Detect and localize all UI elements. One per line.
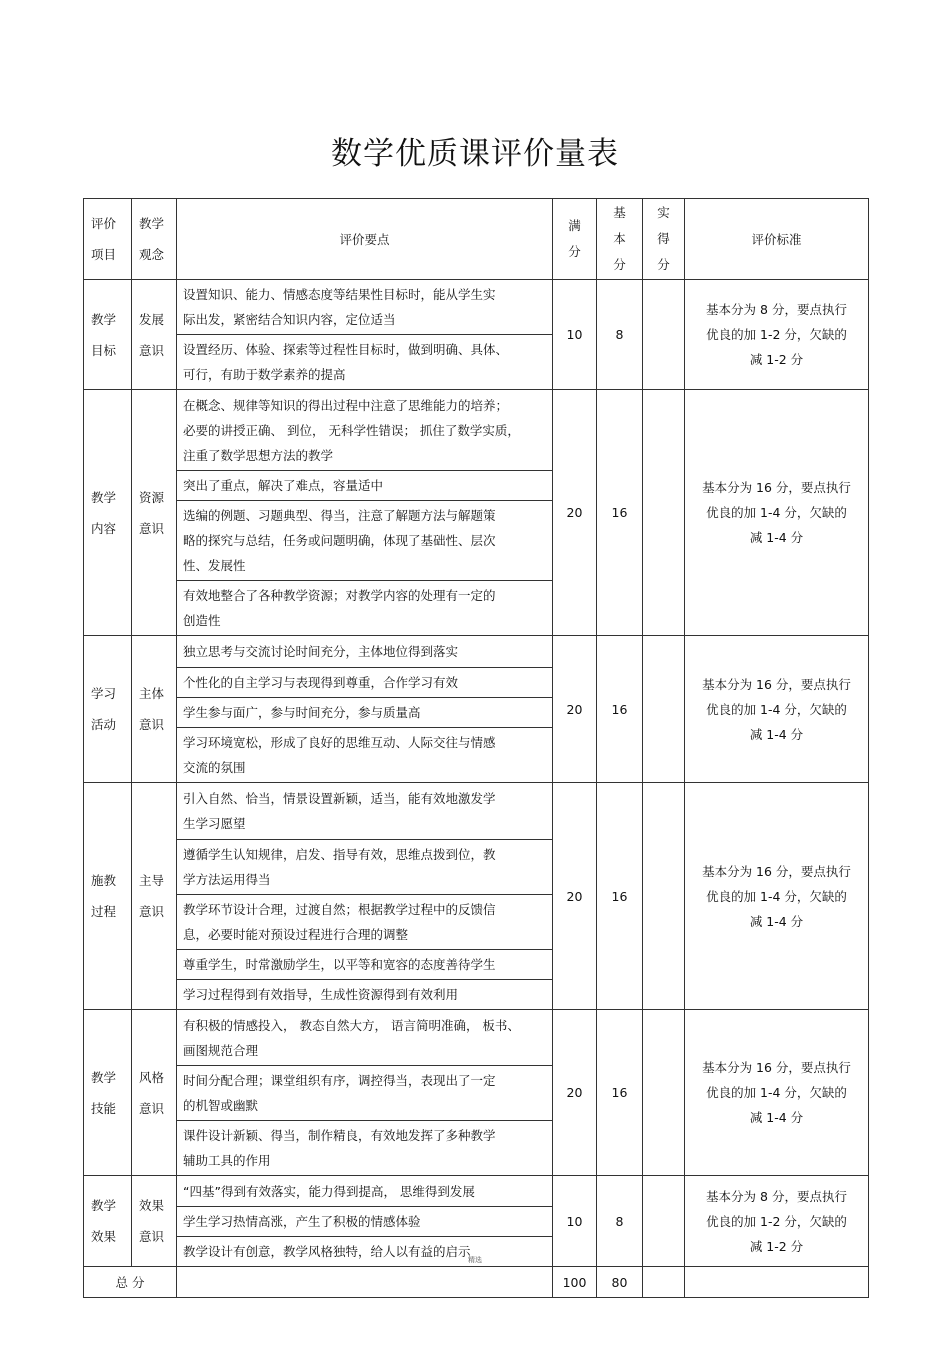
header-actual-score: [643, 199, 685, 280]
point-line: 交流的氛围: [183, 760, 246, 775]
eval-item-line2: 技能: [91, 1100, 117, 1116]
standard-line: 优良的加 1-4 分，欠缺的: [706, 505, 847, 520]
eval-item-line1: 施教: [91, 873, 117, 888]
header-concept-line2: 观念: [139, 247, 165, 262]
point-line: 创造性: [183, 613, 221, 628]
total-points-cell: [177, 1267, 553, 1298]
standard-cell: [685, 1010, 869, 1176]
eval-item-cell: [84, 1176, 132, 1267]
standard-line: 基本分为 8 分，要点执行: [706, 302, 847, 317]
point-cell: [177, 636, 553, 668]
concept-line1: 主体: [139, 686, 165, 701]
evaluation-table: [83, 198, 869, 1298]
actual-score-cell: [643, 783, 685, 1010]
concept-cell: [132, 783, 177, 1010]
point-line: 尊重学生，时常激励学生，以平等和宽容的态度善待学生: [183, 957, 496, 972]
point-line: 在概念、规律等知识的得出过程中注意了思维能力的培养；: [183, 397, 509, 413]
point-cell: [177, 1010, 553, 1066]
concept-cell: [132, 1176, 177, 1267]
point-line: 引入自然、恰当，情景设置新颖，适当，能有效地激发学: [183, 791, 496, 806]
standard-line: 基本分为 8 分，要点执行: [706, 1188, 847, 1204]
standard-line: 基本分为 16 分，要点执行: [702, 1060, 851, 1075]
point-cell: [177, 280, 553, 335]
point-cell: [177, 1121, 553, 1176]
concept-line2: 意识: [139, 717, 165, 732]
eval-item-cell: [84, 636, 132, 783]
header-base-score: [597, 199, 643, 280]
point-line: 略的探究与总结，任务或问题明确，体现了基础性、层次: [183, 533, 496, 548]
point-line: 个性化的自主学习与表现得到尊重，合作学习有效: [183, 675, 459, 690]
standard-cell: [685, 280, 869, 390]
header-item-line2: 项目: [91, 247, 117, 262]
header-actual-line3: 分: [657, 257, 670, 272]
point-line: 辅助工具的作用: [183, 1153, 271, 1168]
standard-line: 基本分为 16 分，要点执行: [702, 863, 851, 879]
point-cell: [177, 950, 553, 980]
standard-line: 减 1-4 分: [749, 1110, 804, 1125]
total-full-score: 100: [553, 1267, 597, 1298]
point-line: 独立思考与交流讨论时间充分，主体地位得到落实: [183, 644, 459, 659]
eval-item-line1: 教学: [91, 489, 117, 505]
concept-line2: 意识: [139, 342, 165, 358]
header-full-score: [553, 199, 597, 280]
eval-item-cell: [84, 390, 132, 636]
point-line: 的机智或幽默: [183, 1098, 259, 1113]
point-cell: [177, 335, 553, 390]
point-line: 可行，有助于数学素养的提高: [183, 367, 346, 382]
eval-item-line2: 过程: [91, 904, 117, 919]
point-line: 画图规范合理: [183, 1042, 259, 1058]
concept-line2: 意识: [139, 520, 165, 536]
header-item-line1: 评价: [91, 216, 117, 231]
standard-line: 优良的加 1-4 分，欠缺的: [706, 1085, 847, 1100]
eval-item-line1: 教学: [91, 1069, 117, 1085]
point-line: 课件设计新颖、得当，制作精良，有效地发挥了多种教学: [183, 1128, 496, 1143]
point-cell: [177, 783, 553, 840]
table-body: [84, 199, 869, 1298]
header-points: 评价要点: [177, 199, 553, 280]
standard-line: 减 1-4 分: [749, 726, 804, 742]
standard-line: 基本分为 16 分，要点执行: [702, 480, 851, 495]
standard-cell: [685, 783, 869, 1010]
concept-line1: 风格: [139, 1069, 165, 1085]
point-cell: [177, 581, 553, 636]
total-standard-cell: [685, 1267, 869, 1298]
point-line: 学习环境宽松，形成了良好的思维互动、人际交往与情感: [183, 735, 496, 750]
table-row: [84, 390, 869, 471]
eval-item-line2: 目标: [91, 342, 117, 358]
header-standard: 评价标准: [685, 199, 869, 280]
point-cell: [177, 840, 553, 895]
point-line: 教学环节设计合理，过渡自然；根据教学过程中的反馈信: [183, 902, 496, 917]
eval-item-cell: [84, 783, 132, 1010]
actual-score-cell: [643, 390, 685, 636]
concept-line1: 主导: [139, 873, 165, 888]
point-line: 生学习愿望: [183, 816, 246, 831]
point-line: 性、发展性: [183, 558, 246, 573]
point-line: 设置经历、体验、探索等过程性目标时，做到明确、具体、: [183, 342, 509, 357]
table-row: [84, 1010, 869, 1066]
full-score-cell: 10: [553, 280, 597, 390]
point-line: 设置知识、能力、情感态度等结果性目标时，能从学生实: [183, 287, 496, 302]
standard-line: 减 1-4 分: [749, 913, 804, 929]
actual-score-cell: [643, 1176, 685, 1267]
table-row: [84, 636, 869, 668]
table-row: [84, 1176, 869, 1207]
page-title: 数学优质课评价量表: [331, 136, 619, 172]
point-line: 学方法运用得当: [183, 872, 271, 887]
standard-line: 减 1-4 分: [749, 530, 804, 545]
point-cell: [177, 1066, 553, 1121]
point-line: 息，必要时能对预设过程进行合理的调整: [183, 927, 409, 942]
actual-score-cell: [643, 1010, 685, 1176]
standard-line: 优良的加 1-2 分，欠缺的: [706, 327, 847, 342]
actual-score-cell: [643, 280, 685, 390]
full-score-cell: 20: [553, 783, 597, 1010]
concept-cell: [132, 280, 177, 390]
footer-mark: 精选: [468, 1256, 482, 1264]
eval-item-line1: 学习: [91, 686, 117, 701]
standard-line: 优良的加 1-4 分，欠缺的: [706, 888, 847, 904]
concept-line2: 意识: [139, 1100, 165, 1116]
base-score-cell: 8: [597, 1176, 643, 1267]
header-base-line3: 分: [613, 257, 626, 272]
full-score-cell: 20: [553, 1010, 597, 1176]
point-cell: [177, 390, 553, 471]
point-line: 必要的讲授正确、 到位， 无科学性错误； 抓住了数学实质，: [183, 422, 520, 438]
full-score-cell: 20: [553, 636, 597, 783]
full-score-cell: 20: [553, 390, 597, 636]
point-line: 学生学习热情高涨，产生了积极的情感体验: [183, 1214, 421, 1229]
point-cell: [177, 668, 553, 698]
point-cell: [177, 1207, 553, 1237]
point-cell: [177, 1176, 553, 1207]
base-score-cell: 16: [597, 636, 643, 783]
concept-line1: 资源: [139, 489, 165, 505]
base-score-cell: 16: [597, 1010, 643, 1176]
base-score-cell: 8: [597, 280, 643, 390]
point-line: 学习过程得到有效指导，生成性资源得到有效利用: [183, 987, 459, 1002]
header-full-line2: 分: [568, 244, 581, 259]
point-line: 有效地整合了各种教学资源；对教学内容的处理有一定的: [183, 588, 496, 603]
actual-score-cell: [643, 636, 685, 783]
eval-item-cell: [84, 280, 132, 390]
concept-cell: [132, 390, 177, 636]
point-line: “四基”得到有效落实，能力得到提高， 思维得到发展: [183, 1183, 475, 1199]
total-label: 总 分: [84, 1267, 177, 1298]
full-score-cell: 10: [553, 1176, 597, 1267]
total-row: [84, 1267, 869, 1298]
table-row: [84, 783, 869, 840]
header-actual-line1: 实: [657, 205, 670, 220]
header-base-line1: 基: [613, 205, 626, 220]
eval-item-line2: 内容: [91, 520, 117, 536]
point-cell: [177, 980, 553, 1010]
eval-item-line1: 教学: [91, 1198, 117, 1213]
standard-line: 优良的加 1-4 分，欠缺的: [706, 701, 847, 717]
point-line: 教学设计有创意，教学风格独特，给人以有益的启示: [183, 1244, 471, 1259]
header-item: [84, 199, 132, 280]
header-base-line2: 本: [613, 231, 626, 246]
total-base-score: 80: [597, 1267, 643, 1298]
point-line: 有积极的情感投入， 教态自然大方， 语言简明准确， 板书、: [183, 1017, 520, 1033]
concept-cell: [132, 1010, 177, 1176]
standard-line: 基本分为 16 分，要点执行: [702, 676, 851, 692]
standard-line: 优良的加 1-2 分，欠缺的: [706, 1213, 847, 1229]
eval-item-cell: [84, 1010, 132, 1176]
standard-cell: [685, 636, 869, 783]
base-score-cell: 16: [597, 783, 643, 1010]
point-line: 突出了重点，解决了难点，容量适中: [183, 478, 384, 493]
header-actual-line2: 得: [657, 231, 670, 246]
point-line: 注重了数学思想方法的教学: [183, 447, 334, 463]
point-cell: [177, 471, 553, 501]
eval-item-line2: 效果: [91, 1229, 117, 1244]
header-full-line1: 满: [568, 218, 581, 233]
point-cell: [177, 501, 553, 581]
concept-line1: 效果: [139, 1198, 165, 1213]
total-actual-score: [643, 1267, 685, 1298]
point-cell: [177, 895, 553, 950]
concept-cell: [132, 636, 177, 783]
standard-line: 减 1-2 分: [749, 352, 804, 367]
point-cell: [177, 728, 553, 783]
header-row: [84, 199, 869, 280]
header-concept-line1: 教学: [139, 216, 165, 231]
header-concept: [132, 199, 177, 280]
standard-cell: [685, 390, 869, 636]
point-line: 学生参与面广，参与时间充分，参与质量高: [183, 705, 421, 720]
concept-line1: 发展: [139, 311, 165, 327]
base-score-cell: 16: [597, 390, 643, 636]
eval-item-line1: 教学: [91, 311, 117, 327]
point-line: 时间分配合理；课堂组织有序，调控得当，表现出了一定: [183, 1073, 496, 1088]
standard-cell: [685, 1176, 869, 1267]
point-line: 遵循学生认知规律，启发、指导有效，思维点拨到位，教: [183, 847, 496, 862]
point-line: 际出发，紧密结合知识内容，定位适当: [183, 312, 396, 327]
table-row: [84, 280, 869, 335]
point-cell: [177, 698, 553, 728]
standard-line: 减 1-2 分: [749, 1238, 804, 1254]
concept-line2: 意识: [139, 904, 165, 919]
eval-item-line2: 活动: [91, 717, 117, 732]
point-line: 选编的例题、习题典型、得当，注意了解题方法与解题策: [183, 508, 496, 523]
concept-line2: 意识: [139, 1229, 165, 1244]
